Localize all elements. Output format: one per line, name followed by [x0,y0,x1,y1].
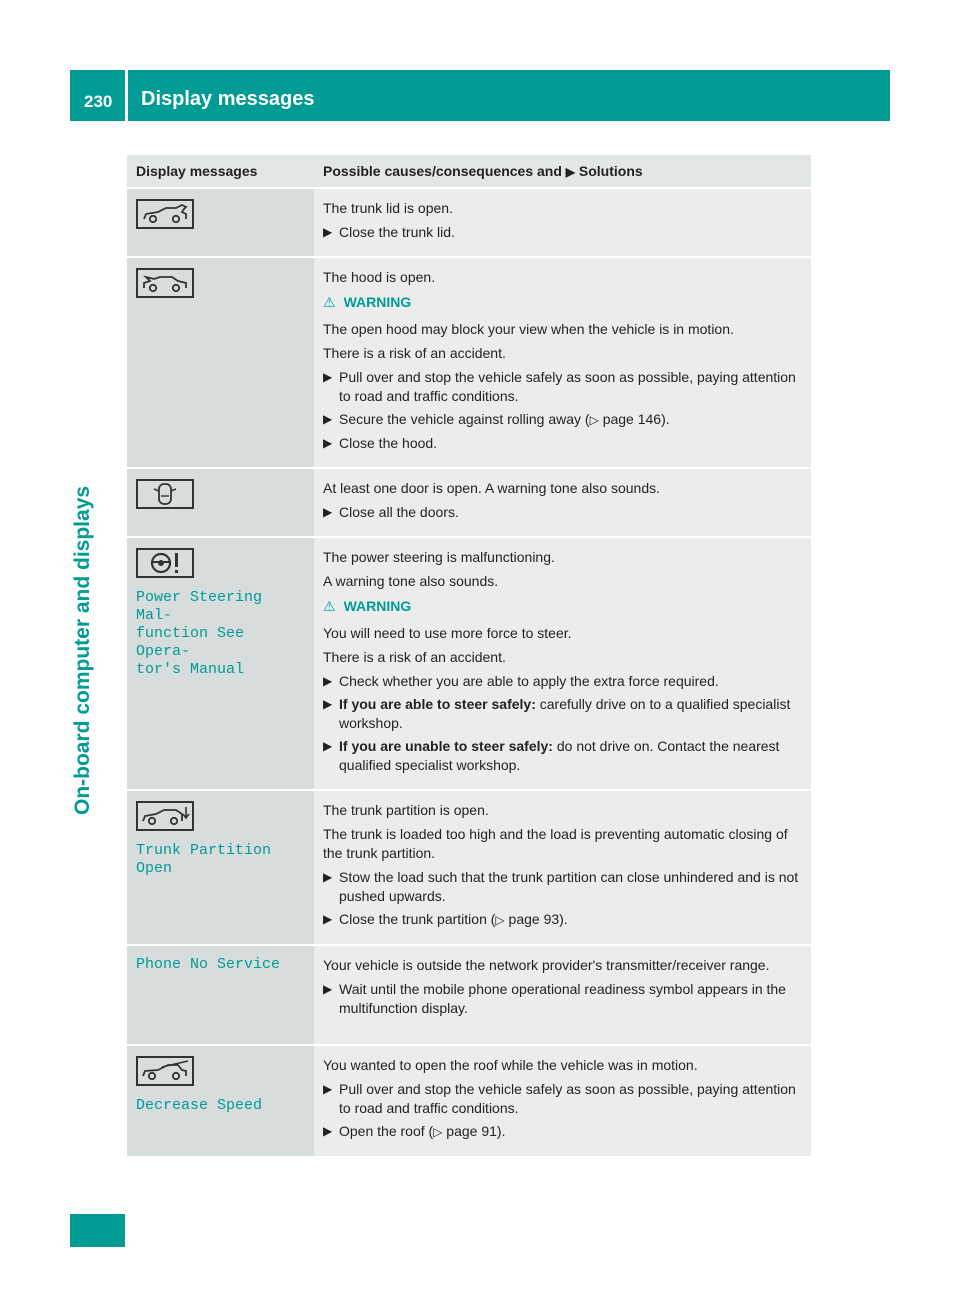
warning-heading [323,293,802,312]
display-message-text: Trunk Partition Open [136,842,272,877]
column-header-solutions-text: Solutions [578,163,643,179]
cause-text: The trunk partition is open. [323,802,489,818]
solution-cell [314,257,811,468]
message-cell [127,1045,314,1156]
step-arrow-icon: ▶ [323,412,333,426]
table-header-row [127,155,811,188]
play-arrow-icon: ▶ [565,165,576,179]
step-arrow-icon: ▶ [323,1082,333,1096]
table-row [127,790,811,945]
side-section-title: On-board computer and displays [71,485,94,815]
step-text: Check whether you are able to apply the extra force required. [339,673,719,689]
column-header-display-messages: Display messages [127,155,314,188]
solution-step [323,672,802,691]
step-arrow-icon: ▶ [323,436,333,450]
solution-step [323,1122,802,1142]
header-divider [125,70,128,121]
cause-text: A warning tone also sounds. [323,573,499,589]
step-text: Stow the load such that the trunk partition can close unhindered and is not pushed upwards. [339,869,799,904]
step-arrow-icon: ▶ [323,739,333,753]
cause-text: The trunk lid is open. [323,200,453,216]
table-row [127,468,811,537]
page-ref-icon: ▷ [589,413,599,427]
warning-text: You will need to use more force to steer. [323,625,572,641]
step-arrow-icon: ▶ [323,1124,333,1138]
warning-text: There is a risk of an accident. [323,649,506,665]
message-cell [127,257,314,468]
solution-cell [314,945,811,1045]
trunk-partition-icon [136,801,194,831]
warning-text: There is a risk of an accident. [323,345,506,361]
solution-step [323,980,802,1018]
solution-step [323,410,802,430]
page-number: 230 [84,92,113,111]
solution-cell [314,1045,811,1156]
step-text: Close all the doors. [339,504,459,520]
steering-warning-icon [136,548,194,578]
message-cell [127,468,314,537]
message-cell [127,188,314,257]
warning-triangle-icon: ⚠ [323,294,336,310]
solution-cell [314,188,811,257]
cause-text: The hood is open. [323,269,436,285]
step-arrow-icon: ▶ [323,370,333,384]
message-cell [127,945,314,1045]
step-text: Secure the vehicle against rolling away ( [339,411,590,427]
step-text: Pull over and stop the vehicle safely as soon as possible, paying attention to road and traffic conditions. [339,1081,796,1116]
trunk-open-icon [136,199,194,229]
column-header-causes-text: Possible causes/consequences and [323,163,562,179]
step-text: Open the roof ( [339,1123,434,1139]
page-title: Display messages [141,88,315,110]
message-cell [127,790,314,945]
solution-step [323,368,802,406]
display-message-text: Power Steering Mal‐ function See Opera‐ tor's Manual [136,589,263,678]
table-row [127,1045,811,1156]
display-messages-table [127,155,811,1156]
step-text: Pull over and stop the vehicle safely as soon as possible, paying attention to road and traffic conditions. [339,369,796,404]
warning-heading [323,597,802,616]
solution-step [323,695,802,733]
step-arrow-icon: ▶ [323,674,333,688]
table-row [127,188,811,257]
solution-step [323,737,802,775]
step-text: do not drive on. Contact the nearest qualified specialist workshop. [339,738,780,773]
solution-step [323,503,802,522]
cause-text: Your vehicle is outside the network provider's transmitter/receiver range. [323,957,770,973]
step-arrow-icon: ▶ [323,697,333,711]
solution-cell [314,790,811,945]
step-text: Close the hood. [339,435,438,451]
page-ref-icon: ▷ [433,1125,443,1139]
step-condition: If you are unable to steer safely: [339,738,553,754]
solution-step [323,223,802,242]
step-text: Wait until the mobile phone operational readiness symbol appears in the multifunction display. [339,981,786,1016]
hood-open-icon [136,268,194,298]
warning-text: The open hood may block your view when the vehicle is in motion. [323,321,734,337]
page-ref-link[interactable]: page 91). [442,1123,506,1139]
step-text: Close the trunk lid. [339,224,455,240]
warning-label: WARNING [343,294,412,310]
step-arrow-icon: ▶ [323,505,333,519]
cause-text: The trunk is loaded too high and the load is preventing automatic closing of the trunk partition. [323,826,788,861]
solution-step [323,868,802,906]
solution-cell [314,537,811,790]
page-ref-icon: ▷ [495,913,505,927]
step-arrow-icon: ▶ [323,225,333,239]
solution-cell [314,468,811,537]
page-ref-link[interactable]: page 146). [598,411,670,427]
cause-text: At least one door is open. A warning tone also sounds. [323,480,661,496]
step-arrow-icon: ▶ [323,870,333,884]
solution-step [323,1080,802,1118]
solution-step [323,910,802,930]
door-open-icon [136,479,194,509]
display-message-text: Phone No Service [136,956,281,973]
convertible-roof-icon [136,1056,194,1086]
step-text: carefully drive on to a qualified specialist workshop. [339,696,791,731]
page-ref-link[interactable]: page 93). [504,911,568,927]
message-cell [127,537,314,790]
cause-text: The power steering is malfunctioning. [323,549,555,565]
step-arrow-icon: ▶ [323,912,333,926]
table-row [127,257,811,468]
table-row [127,945,811,1045]
step-text: Close the trunk partition ( [339,911,496,927]
display-message-text: Decrease Speed [136,1097,263,1114]
table-row [127,537,811,790]
step-arrow-icon: ▶ [323,982,333,996]
cause-text: You wanted to open the roof while the vehicle was in motion. [323,1057,698,1073]
side-tab-block [70,1214,125,1247]
step-condition: If you are able to steer safely: [339,696,536,712]
solution-step [323,434,802,453]
warning-label: WARNING [343,598,412,614]
warning-triangle-icon: ⚠ [323,598,336,614]
column-header-causes [314,155,811,188]
